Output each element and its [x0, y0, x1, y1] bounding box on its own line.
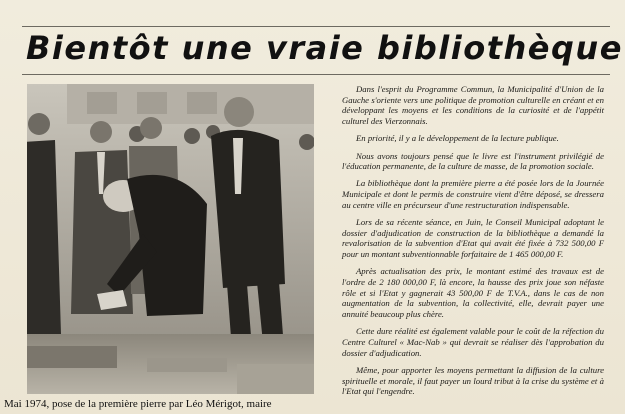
article-paragraph: Cette dure réalité est également valable pour le coût de la réfection du Centre Culturel « Mac-Nab » qui devrait se réaliser dès l'approbation du dossier d'adjudication. [342, 326, 604, 358]
article-paragraph: En priorité, il y a le développement de la lecture publique. [356, 133, 559, 144]
article-paragraph: Même, pour apporter les moyens permettant la diffusion de la culture spirituelle et morale, il faut payer un lourd tribut à la crise du système et à l'Etat qui l'engendre. [342, 364, 604, 397]
article-body [342, 84, 604, 397]
photo-foundation-stone-ceremony-icon [27, 84, 314, 394]
article-paragraph: Nous avons toujours pensé que le livre est l'instrument privilégié de l'éducation permanente, de la culture de masse, de la promotion sociale. [342, 150, 604, 172]
article-photo [27, 84, 314, 394]
photo-caption: Mai 1974, pose de la première pierre par Léo Mérigot, maire [4, 398, 272, 410]
article-paragraph: Lors de sa récente séance, en Juin, le Conseil Municipal adoptant le dossier d'adjudication de construction de la bibliothèque a demandé la revalorisation de la subvention d'Etat qui avait été fixée à 732 500,00 F pour un montant subventionnable forfaitaire de 1 465 000,00 F. [342, 217, 604, 260]
article-paragraph: Après actualisation des prix, le montant estimé des travaux est de l'ordre de 2 180 000,00 F, là encore, la hausse des prix joue son néfaste rôle et si l'Etat y gagnerait 43 500,00 F de T.V.A., dans le cas de non augmentation de la subvention, la collectivité, elle, devrait payer une annuité beaucoup plus chère. [342, 266, 604, 320]
top-rule [22, 26, 610, 27]
headline-rule [22, 74, 610, 75]
article-paragraph: Dans l'esprit du Programme Commun, la Municipalité d'Union de la Gauche s'oriente vers une politique de promotion culturelle en créant et en développant les moyens et les conditions de la curiosité et de l'appétit culturel des Vierzonnais. [342, 84, 604, 127]
article-headline: Bientôt une vraie bibliothèque [26, 29, 623, 67]
article-paragraph: La bibliothèque dont la première pierre a été posée lors de la Journée Municipale et dont le permis de construire vient d'être déposé, se dressera au centre ville en précurseur d'une restructuration indispensable. [342, 178, 604, 210]
